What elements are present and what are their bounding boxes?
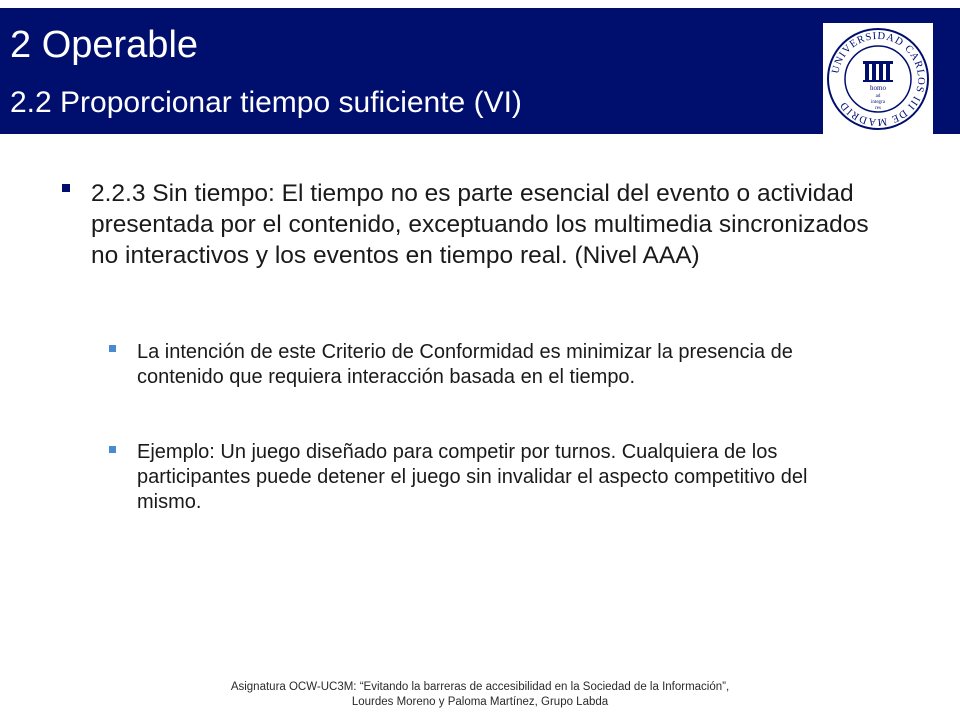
square-bullet-icon (62, 184, 70, 192)
sub-bullet-text: La intención de este Criterio de Conformidad es minimizar la presencia de contenido que requiera interacción basada en el tiempo. (137, 341, 793, 388)
slide-footer (0, 680, 960, 710)
square-bullet-icon (109, 345, 116, 352)
logo-word-4: res (875, 106, 881, 111)
footer-authors-line: Lourdes Moreno y Paloma Martínez, Grupo Labda (351, 696, 609, 708)
footer-course-line: Asignatura OCW-UC3M: “Evitando la barreras de accesibilidad en la Sociedad de la Información”, (230, 681, 730, 693)
sub-bullet-text: Ejemplo: Un juego diseñado para competir por turnos. Cualquiera de los participantes puede detener el juego sin invalidar el aspecto competitivo del mismo. (137, 441, 808, 513)
slide-title: 2 Operable (10, 24, 199, 66)
square-bullet-icon (109, 446, 116, 453)
slide-subtitle: 2.2 Proporcionar tiempo suficiente (VI) (10, 86, 522, 119)
logo-word-3: integra (871, 100, 885, 105)
logo-word-1: homo (870, 84, 886, 92)
main-bullet-text: 2.2.3 Sin tiempo: El tiempo no es parte esencial del evento o actividad presentada por el contenido, exceptuando los multimedia sincronizados no interactivos y los eventos en tiempo real. (Nivel AAA) (91, 180, 869, 269)
logo-ring-text: UNIVERSIDAD CARLOS III DE MADRID (830, 30, 927, 128)
logo-word-2: ad (875, 94, 881, 99)
